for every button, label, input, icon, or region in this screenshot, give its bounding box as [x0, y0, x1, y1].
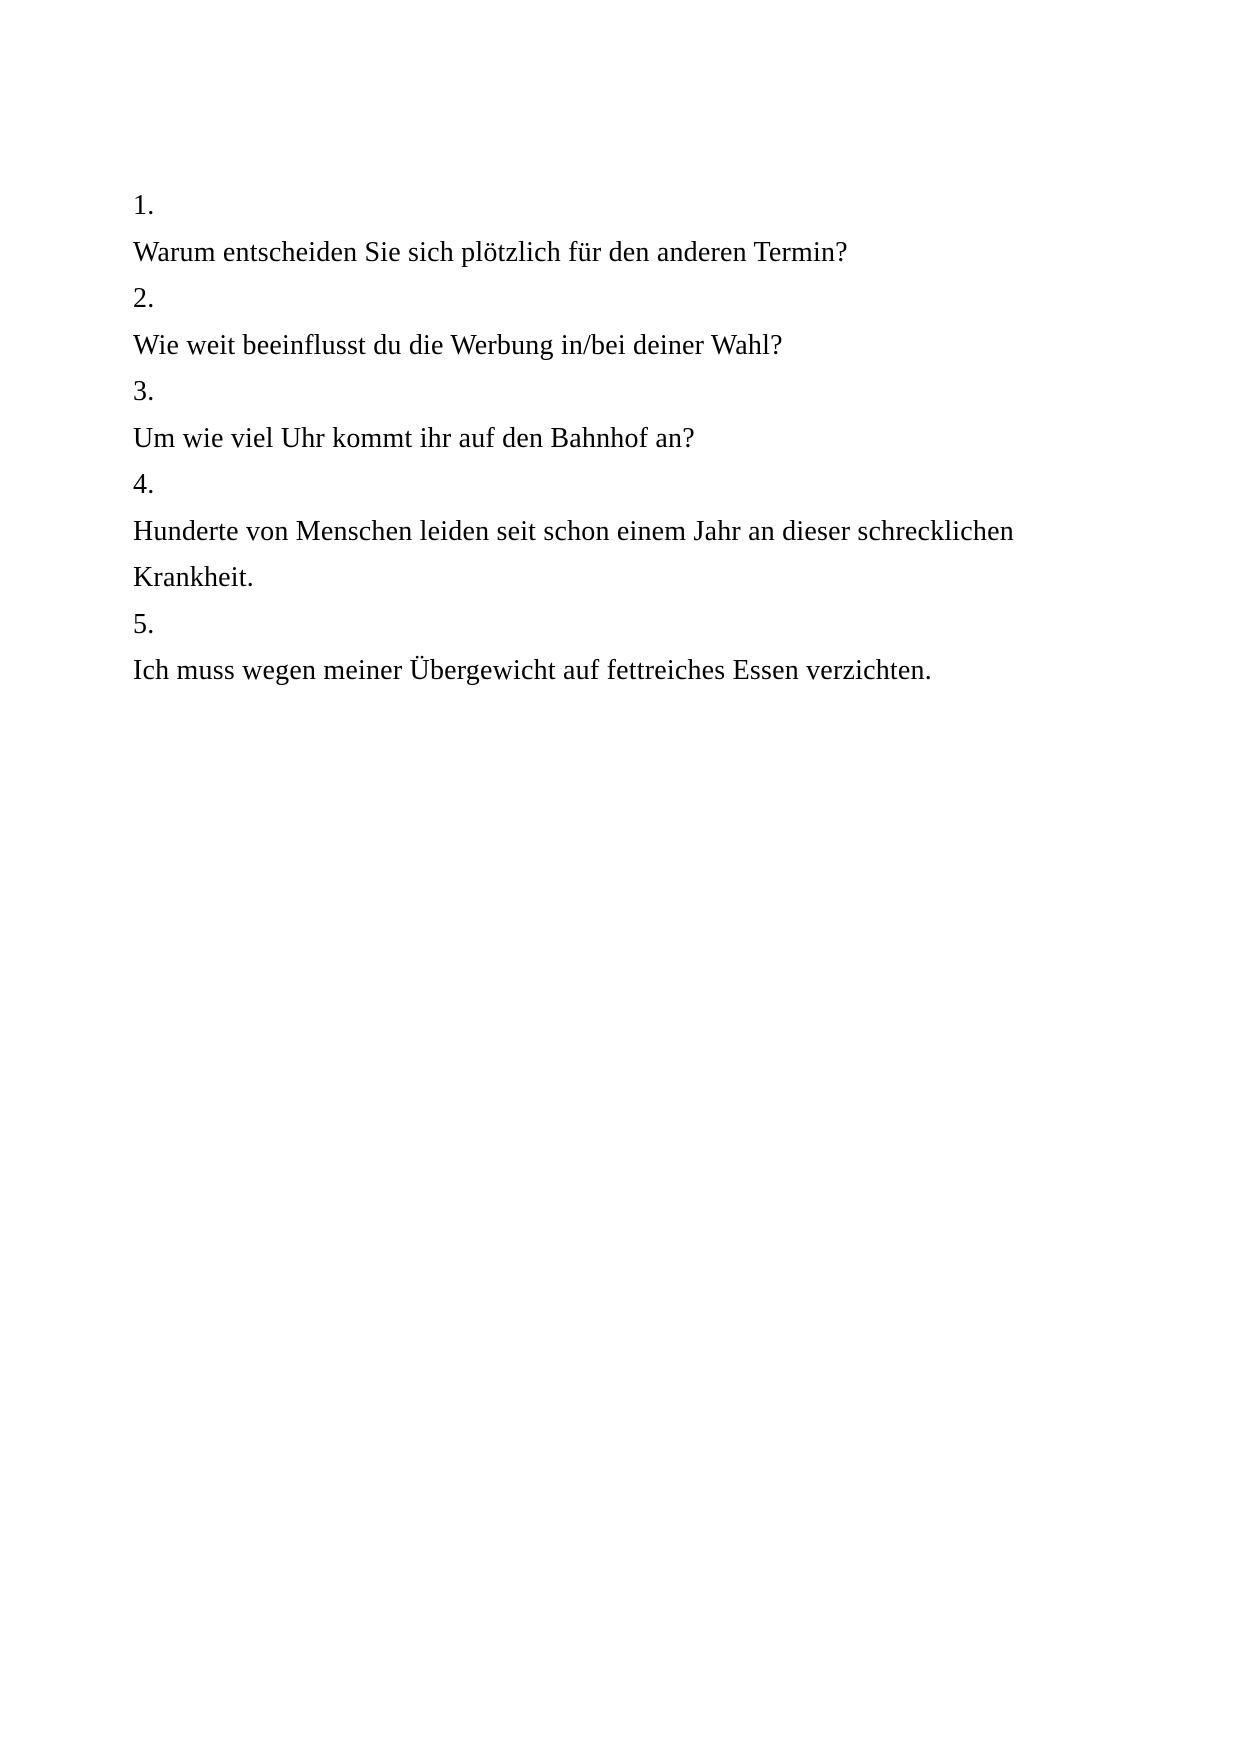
sentence-3: Um wie viel Uhr kommt ihr auf den Bahnhof an? — [133, 422, 695, 454]
item-number-2: 2. — [133, 283, 155, 314]
item-number-3: 3. — [133, 376, 155, 407]
sentence-5: Ich muss wegen meiner Übergewicht auf fettreiches Essen verzichten. — [133, 655, 932, 686]
text-block — [133, 183, 1113, 695]
item-number-5: 5. — [133, 608, 155, 640]
sentence-4-line-1: Hunderte von Menschen leiden seit schon einem Jahr an dieser schrecklichen — [133, 515, 1014, 547]
sentence-4-line-2: Krankheit. — [133, 562, 254, 593]
item-number-4: 4. — [133, 469, 155, 500]
sentence-2: Wie weit beeinflusst du die Werbung in/bei deiner Wahl? — [133, 329, 783, 361]
sentence-1: Warum entscheiden Sie sich plötzlich für den anderen Termin? — [133, 236, 848, 268]
item-number-1: 1. — [133, 190, 155, 221]
